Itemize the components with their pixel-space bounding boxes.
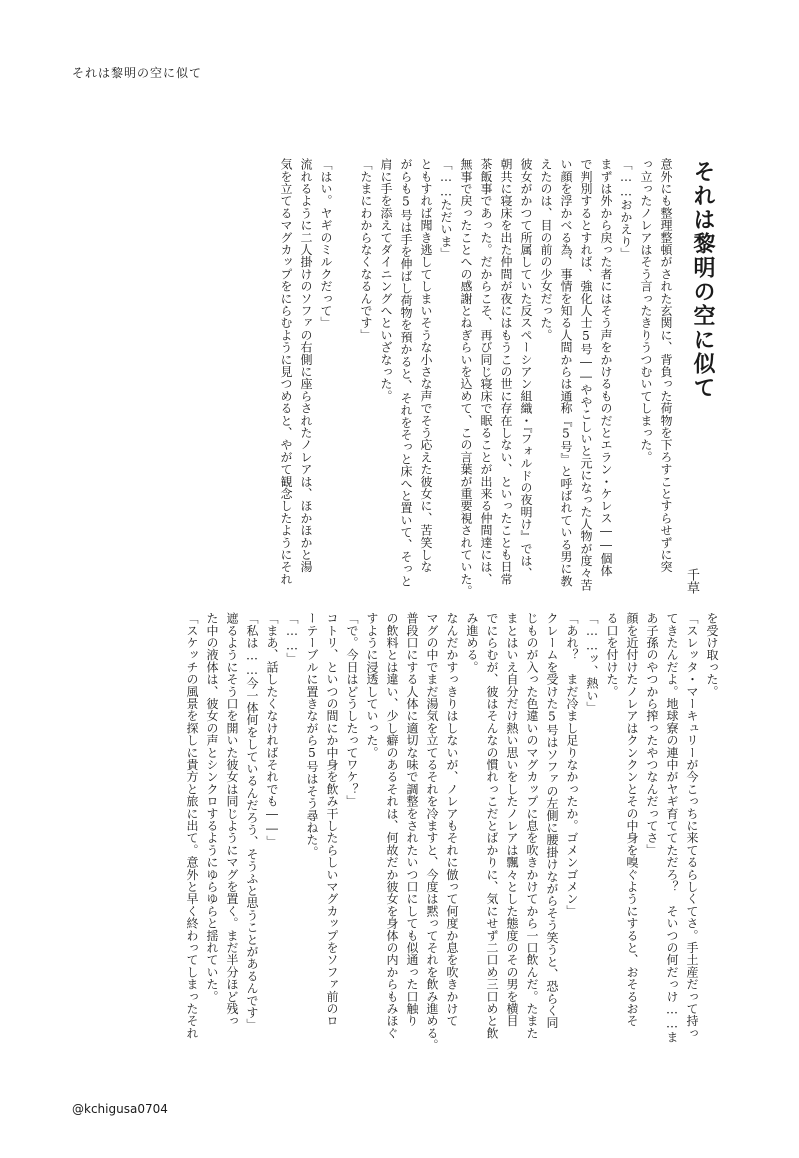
text-line: 遮るようにそう口を開いた彼女は同じようにマグを置く。まだ半分ほど残っ (225, 612, 239, 1027)
text-line: まとはいえ自分だけ熱い思いをしたノレアは飄々とした態度のその男を横目 (505, 612, 519, 1027)
text-line: がらも5号は手を伸ばし荷物を預かると、それをそっと床へと置いて、そっと (399, 158, 413, 587)
text-line: クレームを受けた5号はソファの左側に腰掛けながらそう笑うと、恐らく同 (545, 612, 559, 1029)
text-line: あ子孫のやつから搾ったやつなんだってさ」 (645, 612, 659, 856)
blank-line (335, 158, 355, 590)
text-line: の飲料とは違い、少し癖のあるそれは、何故だか彼女を身体の内からもみほぐ (385, 612, 399, 1039)
text-line: 「スケッチの風景を探しに貴方と旅に出て。意外と早く終わってしまったそれ (185, 612, 199, 1039)
text-line: 意外にも整理整頓がされた玄関に、背負った荷物を下ろすことすらせずに突 (659, 158, 673, 573)
text-line: ーテーブルに置きながら5号はそう尋ねた。 (305, 612, 319, 858)
text-line: まずは外から戻った者にはそう声をかけるものだとエラン・ケレス――個体 (599, 158, 613, 577)
text-line: 普段口にする人体に適切な味で調整をされたいつ口にしても似通った口触り (405, 612, 419, 1027)
text-line: じものが入った色違いのマグカップに息を吹きかけてから一口飲んだ。たまた (525, 612, 539, 1039)
text-line: 無事で戻ったことへの感謝とねぎらいを込めて、この言葉が重要視されていた。 (459, 158, 473, 598)
text-line: 「あれ？ まだ冷まし足りなかったか。ゴメンゴメン」 (565, 612, 579, 917)
text-line: 気を立てるマグカップをにらむように見つめると、やがて観念したようにそれ (279, 158, 293, 585)
text-line: 彼女がかつて所属していた反スペーシアン組織・『フォルドの夜明け』では、 (519, 158, 533, 579)
text-line: 「私は……今一体何をしているんだろう、そうふと思うことがあるんです」 (245, 612, 259, 1031)
text-line: み進める。 (465, 612, 479, 673)
author-name: 千草 (684, 568, 699, 594)
author-handle: @kchigusa0704 (72, 1102, 168, 1116)
text-line: っ立ったノレアはそう言ったきりうつむいてしまった。 (639, 158, 653, 463)
upper-text-block (275, 158, 675, 598)
text-line: 「で。今日はどうしたってワケ？」 (345, 612, 359, 808)
text-line: 肩に手を添えてダイニングへといざなった。 (379, 158, 393, 402)
text-line: 顔を近付けたノレアはクンクンとその中身を嗅ぐようにすると、おそるおそ (625, 612, 639, 1027)
text-line: でにらむが、彼はそんなの慣れっこだとばかりに、気にせず二口め三口めと飲 (485, 612, 499, 1039)
text-line: えたのは、目の前の少女だった。 (539, 158, 553, 341)
lower-text-block (181, 612, 721, 1084)
running-head: それは黎明の空に似て (72, 66, 203, 80)
text-line: で判別するとすれば、強化人士5号――ややこしいと元になった人物が度々苦 (579, 158, 593, 591)
text-line: ともすれば聞き逃してしまいそうな小さな声でそう応えた彼女に、苦笑しな (419, 158, 433, 573)
text-line: マグの中でまだ湯気を立てるそれを冷ますと、今度は黙ってそれを飲み進める。 (425, 612, 439, 1052)
text-line: い顔を浮かべる為、事情を知る人間からは通称『5号』と呼ばれている男に教 (559, 158, 573, 587)
text-line: 「……ただいま」 (439, 158, 453, 260)
text-line: を受け取った。 (705, 612, 719, 698)
text-line: 「たまにわからなくなるんです」 (359, 158, 373, 341)
text-line: 「……」 (285, 612, 299, 665)
text-line: 茶飯事であった。だからこそ、再び同じ寝床で眠ることが出来る仲間達には、 (479, 158, 493, 585)
text-line: 「まあ、話したくなければそれでも――」 (265, 612, 279, 848)
text-line: コトリ、といつの間にか中身を飲み干したらしいマグカップをソファ前のロ (325, 612, 339, 1027)
text-line: る口を付けた。 (605, 612, 619, 698)
text-line: 朝共に寝床を出た仲間が夜にはもうこの世に存在しない、といったことも日常 (499, 158, 513, 585)
text-line: なんだかすっきりはしないが、ノレアもそれに倣って何度か息を吹きかけて (445, 612, 459, 1027)
text-line: 「……ッ、熱い」 (585, 612, 599, 714)
text-line: 流れるように二人掛けのソファの右側に座らされたノレアは、ほかほかと湯 (299, 158, 313, 573)
story-title: それは黎明の空に似て (690, 160, 716, 400)
text-line: 「……おかえり」 (619, 158, 633, 260)
text-line: 「はい。ヤギのミルクだって」 (319, 158, 333, 329)
text-line: た中の液体は、彼女の声とシンクロするようにゆらゆらと揺れていた。 (205, 612, 219, 1003)
text-line: すように浸透していった。 (365, 612, 379, 759)
text-line: 「スレッタ・マーキュリーが今こっちに来てるらしくてさ。手土産だって持っ (685, 612, 699, 1039)
text-line: てきたんだよ。地球寮の連中がヤギ育ててただろ？ そいつの何だっけ……ま (665, 612, 679, 1043)
